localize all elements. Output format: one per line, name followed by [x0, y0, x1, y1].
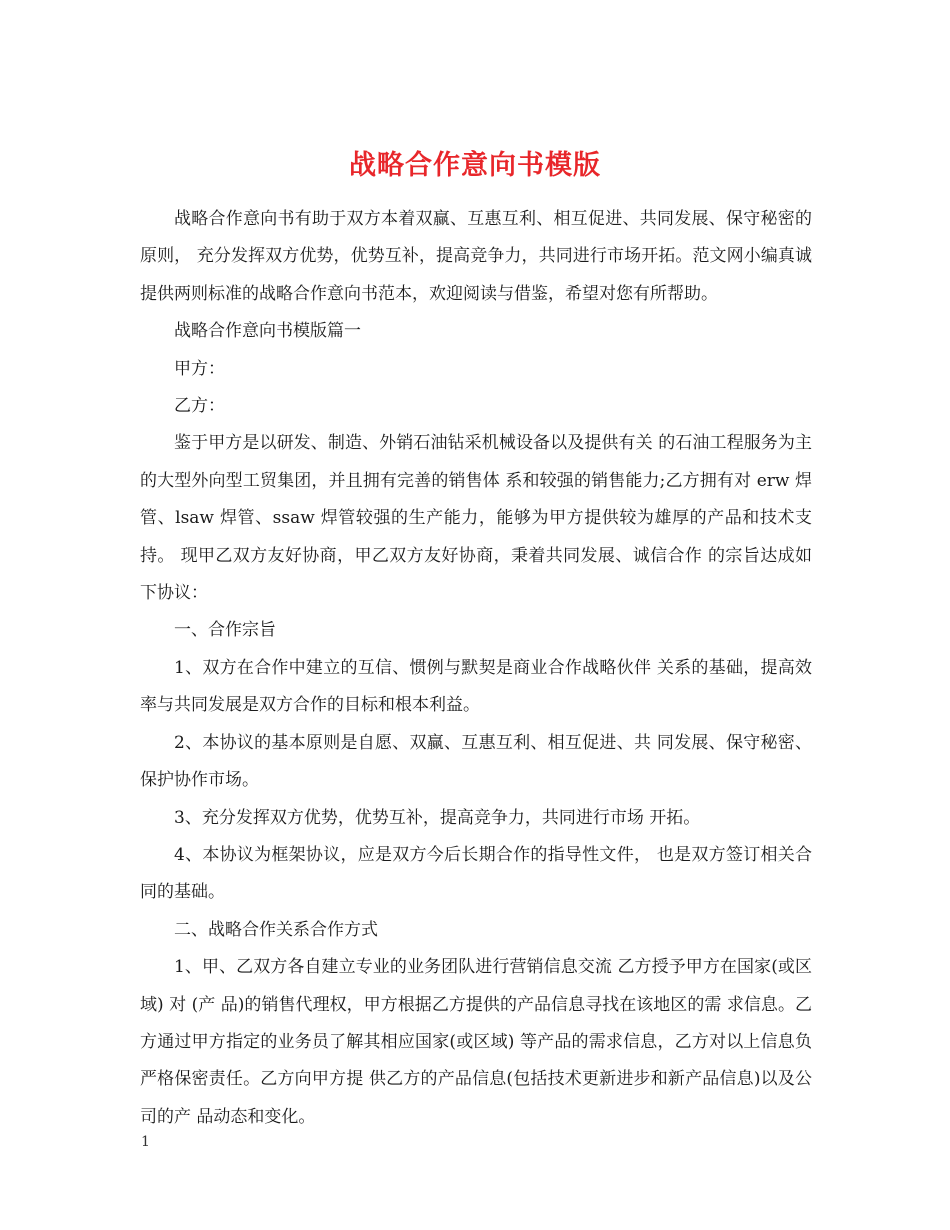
intro-paragraph: 战略合作意向书有助于双方本着双赢、互惠互利、相互促进、共同发展、保守秘密的原则， 充分发挥双方优势，优势互补，提高竞争力，共同进行市场开拓。范文网小编真诚提供两则标准的战略合作意向书范本，欢迎阅读与借鉴，希望对您有所帮助。	[140, 209, 812, 304]
section-heading-cooperation-mode: 二、战略合作关系合作方式	[174, 919, 378, 940]
document-body	[140, 201, 812, 1136]
party-a-label: 甲方：	[174, 358, 225, 379]
purpose-clause-1: 1、双方在合作中建立的互信、惯例与默契是商业合作战略伙伴 关系的基础，提高效率与共同发展是双方合作的目标和根本利益。	[140, 657, 812, 716]
section-heading-purpose: 一、合作宗旨	[174, 620, 276, 641]
purpose-clause-4: 4、本协议为框架协议，应是双方今后长期合作的指导性文件， 也是双方签订相关合同的基础。	[140, 844, 812, 903]
preamble-paragraph: 鉴于甲方是以研发、制造、外销石油钻采机械设备以及提供有关 的石油工程服务为主的大型外向型工贸集团，并且拥有完善的销售体 系和较强的销售能力;乙方拥有对 erw 焊管、lsaw 焊管、ssaw 焊管较强的生产能力，能够为甲方提供较为雄厚的产品和技术支持。 现甲乙双方友好协商，甲乙双方友好协商，秉着共同发展、诚信合作 的宗旨达成如下协议：	[140, 433, 812, 604]
page-number: 1	[141, 1134, 150, 1150]
purpose-clause-3: 3、充分发挥双方优势，优势互补，提高竞争力，共同进行市场 开拓。	[174, 807, 701, 828]
party-b-label: 乙方：	[174, 396, 225, 417]
cooperation-clause-1: 1、甲、乙双方各自建立专业的业务团队进行营销信息交流 乙方授予甲方在国家(或区域) 对 (产 品)的销售代理权，甲方根据乙方提供的产品信息寻找在该地区的需 求信息。乙方通过甲方指定的业务员了解其相应国家(或区域) 等产品的需求信息，乙方对以上信息负严格保密责任。乙方向甲方提 供乙方的产品信息(包括技术更新进步和新产品信息)以及公司的产 品动态和变化。	[140, 957, 812, 1127]
section-heading-part-one: 战略合作意向书模版篇一	[174, 321, 361, 342]
purpose-clause-2: 2、本协议的基本原则是自愿、双赢、互惠互利、相互促进、共 同发展、保守秘密、保护协作市场。	[140, 732, 812, 791]
document-title: 战略合作意向书模版	[349, 150, 601, 182]
